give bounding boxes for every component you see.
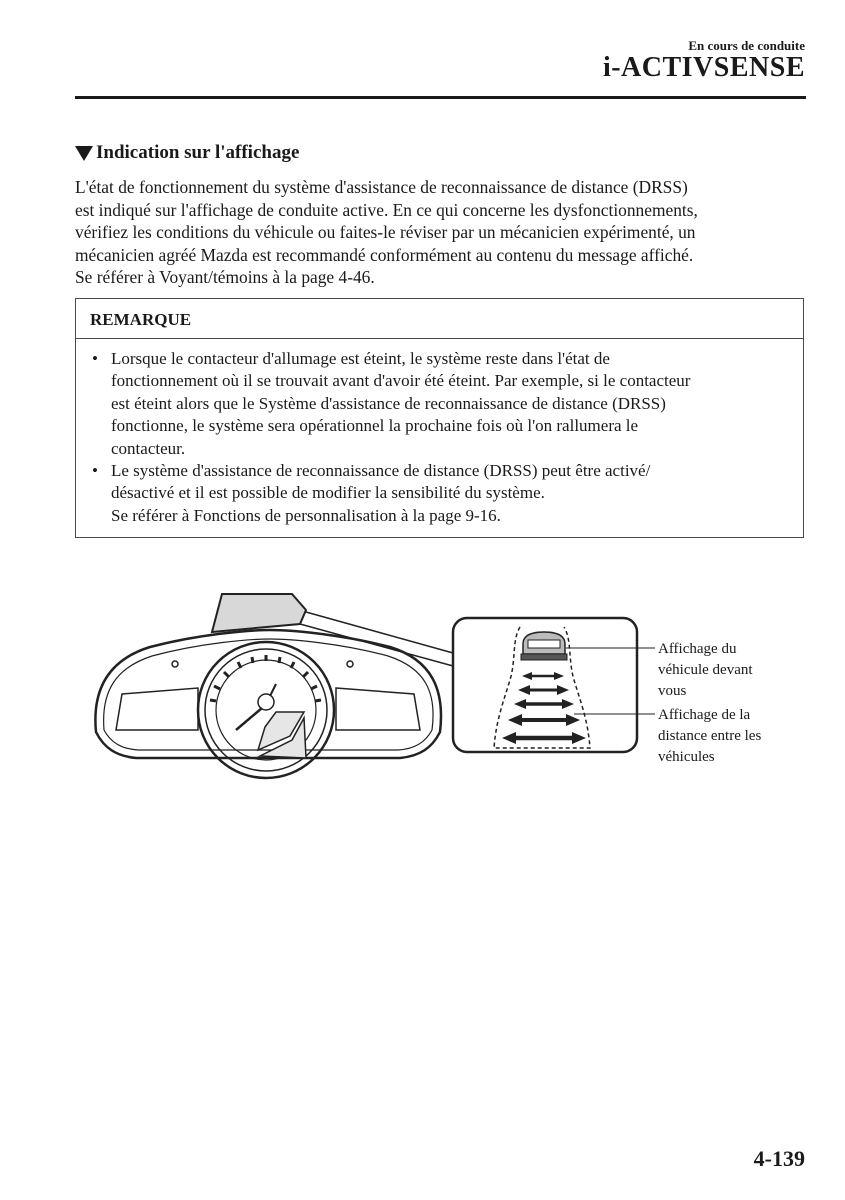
note-line: fonctionnement où il se trouvait avant d'avoir été éteint. Par exemple, si le contacteur: [111, 371, 691, 391]
bullet-icon: •: [92, 349, 98, 368]
note-line: Le système d'assistance de reconnaissance de distance (DRSS) peut être activé/: [111, 461, 651, 481]
paragraph-line: L'état de fonctionnement du système d'assistance de reconnaissance de distance (DRSS): [75, 177, 688, 197]
paragraph-line: Se référer à Voyant/témoins à la page 4-46.: [75, 267, 375, 288]
left-gauge-window: [116, 688, 198, 730]
active-driving-display-icon: [212, 594, 306, 632]
note-item: [88, 460, 690, 527]
triangle-marker-icon: [75, 146, 93, 161]
bullet-icon: •: [92, 461, 98, 481]
paragraph-line: vérifiez les conditions du véhicule ou faites-le réviser par un mécanicien expérimenté, un: [75, 222, 696, 243]
label-distance: [658, 705, 761, 768]
note-line: désactivé et il est possible de modifier la sensibilité du système.: [111, 483, 545, 503]
paragraph-line: est indiqué sur l'affichage de conduite active. En ce qui concerne les dysfonctionnements,: [75, 199, 698, 220]
label-vehicle-ahead: [658, 639, 753, 702]
label-line: véhicules: [658, 749, 715, 765]
label-line: véhicule devant: [658, 662, 753, 678]
note-line: Lorsque le contacteur d'allumage est éteint, le système reste dans l'état de: [111, 349, 610, 368]
note-line: est éteint alors que le Système d'assistance de reconnaissance de distance (DRSS): [111, 393, 666, 413]
right-gauge-window: [336, 688, 420, 730]
paragraph-line: mécanicien agréé Mazda est recommandé conformément au contenu du message affiché.: [75, 244, 694, 265]
note-line: contacteur.: [111, 438, 186, 458]
note-item: [88, 348, 690, 460]
label-line: vous: [658, 683, 687, 699]
note-box: [75, 298, 804, 538]
instrument-cluster-figure: [0, 580, 845, 780]
label-line: Affichage du: [658, 641, 737, 657]
vehicle-ahead-icon: [521, 632, 567, 660]
page-number: 4-139: [753, 1146, 805, 1171]
note-title: REMARQUE: [76, 299, 803, 339]
note-list: [88, 348, 690, 527]
section-heading-text: Indication sur l'affichage: [96, 142, 300, 163]
note-line: Se référer à Fonctions de personnalisation à la page 9-16.: [111, 505, 501, 525]
label-line: Affichage de la: [658, 707, 751, 723]
label-line: distance entre les: [658, 728, 762, 744]
note-line: fonctionne, le système sera opérationnel la prochaine fois où l'on rallumera le: [111, 416, 639, 436]
chapter-subtitle: En cours de conduite: [688, 38, 805, 53]
chapter-title: i-ACTIVSENSE: [602, 52, 805, 83]
section-heading: [75, 142, 299, 164]
header-divider: [75, 96, 806, 99]
body-paragraph: [75, 176, 815, 289]
